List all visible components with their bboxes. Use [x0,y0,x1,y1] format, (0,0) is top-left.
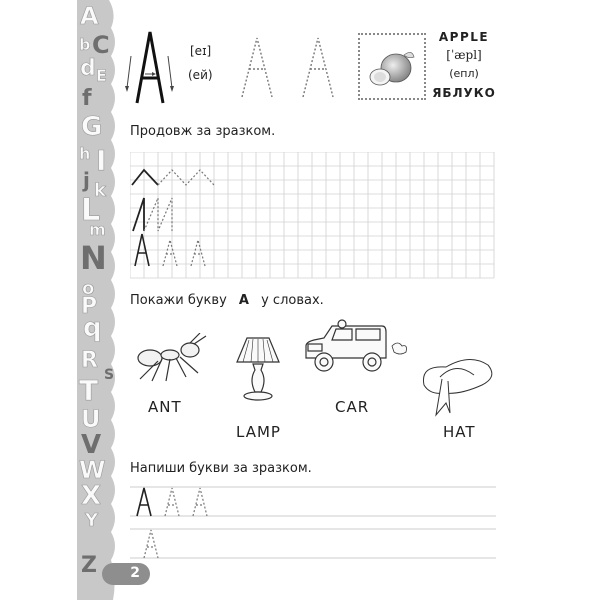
alphabet-letter: h [79,144,91,163]
alphabet-letter: b [79,35,91,54]
alphabet-letter: q [83,313,102,343]
word-reading: (епл) [449,67,479,80]
alphabet-letter: G [81,112,103,142]
handwriting-lines[interactable] [130,480,496,564]
alphabet-letter: d [80,56,96,81]
word-label-car: CAR [335,398,370,416]
word-ipa: [ˈæpl] [446,48,482,62]
alphabet-letter: S [104,367,115,383]
instruction-find-letter [130,293,324,308]
alphabet-letter: L [81,193,101,228]
word-english: APPLE [438,30,490,44]
arrow-left-icon [127,56,131,88]
alphabet-letter: C [92,31,110,59]
alphabet-letter: T [79,374,99,407]
alphabet-letter: Y [85,510,99,531]
instruction-continue-pattern: Продовж за зразком. [130,124,276,139]
lamp-picture[interactable] [233,336,283,406]
word-label-ant: ANT [148,398,182,416]
apple-illustration [360,35,424,98]
alphabet-letter: k [94,180,106,201]
alphabet-letter: U [81,405,101,433]
letter-reading: (ей) [188,68,213,82]
word-translation: ЯБЛУКО [432,86,496,100]
alphabet-letter: V [81,430,102,460]
page-number-badge [102,563,150,585]
alphabet-letter: P [81,294,98,319]
word-label-hat: HAT [443,423,476,441]
alphabet-letter: j [83,168,90,192]
alphabet-letter: N [80,239,107,277]
alphabet-letter: W [79,456,106,484]
letter-transcription: [eɪ] [190,44,212,58]
car-picture[interactable] [302,318,412,380]
alphabet-letter: E [96,66,107,85]
alphabet-letter: A [80,2,99,30]
alphabet-letter: Z [81,553,97,578]
alphabet-letter: I [96,144,107,177]
tracing-grid[interactable] [130,152,496,280]
instruction-text-before: Покажи букву [130,293,227,308]
instruction-text-after: у словах. [261,293,324,308]
apple-picture-frame [358,33,426,100]
alphabet-letter: o [82,278,95,299]
word-label-lamp: LAMP [236,423,281,441]
alphabet-letter: f [82,86,92,111]
ant-picture[interactable] [132,333,212,388]
alphabet-sidebar [77,0,127,600]
alphabet-letter: m [89,220,106,239]
dotted-letter-a-tracing [240,35,350,100]
page-number: 2 [130,565,140,581]
alphabet-letter: X [81,481,102,511]
alphabet-letter: R [81,348,98,373]
arrow-right-icon [168,56,172,88]
instruction-write-letters: Напиши букви за зразком. [130,461,312,476]
letter-a-stroke-guide [125,28,175,108]
instruction-letter: A [238,293,249,308]
hat-picture[interactable] [420,355,495,420]
